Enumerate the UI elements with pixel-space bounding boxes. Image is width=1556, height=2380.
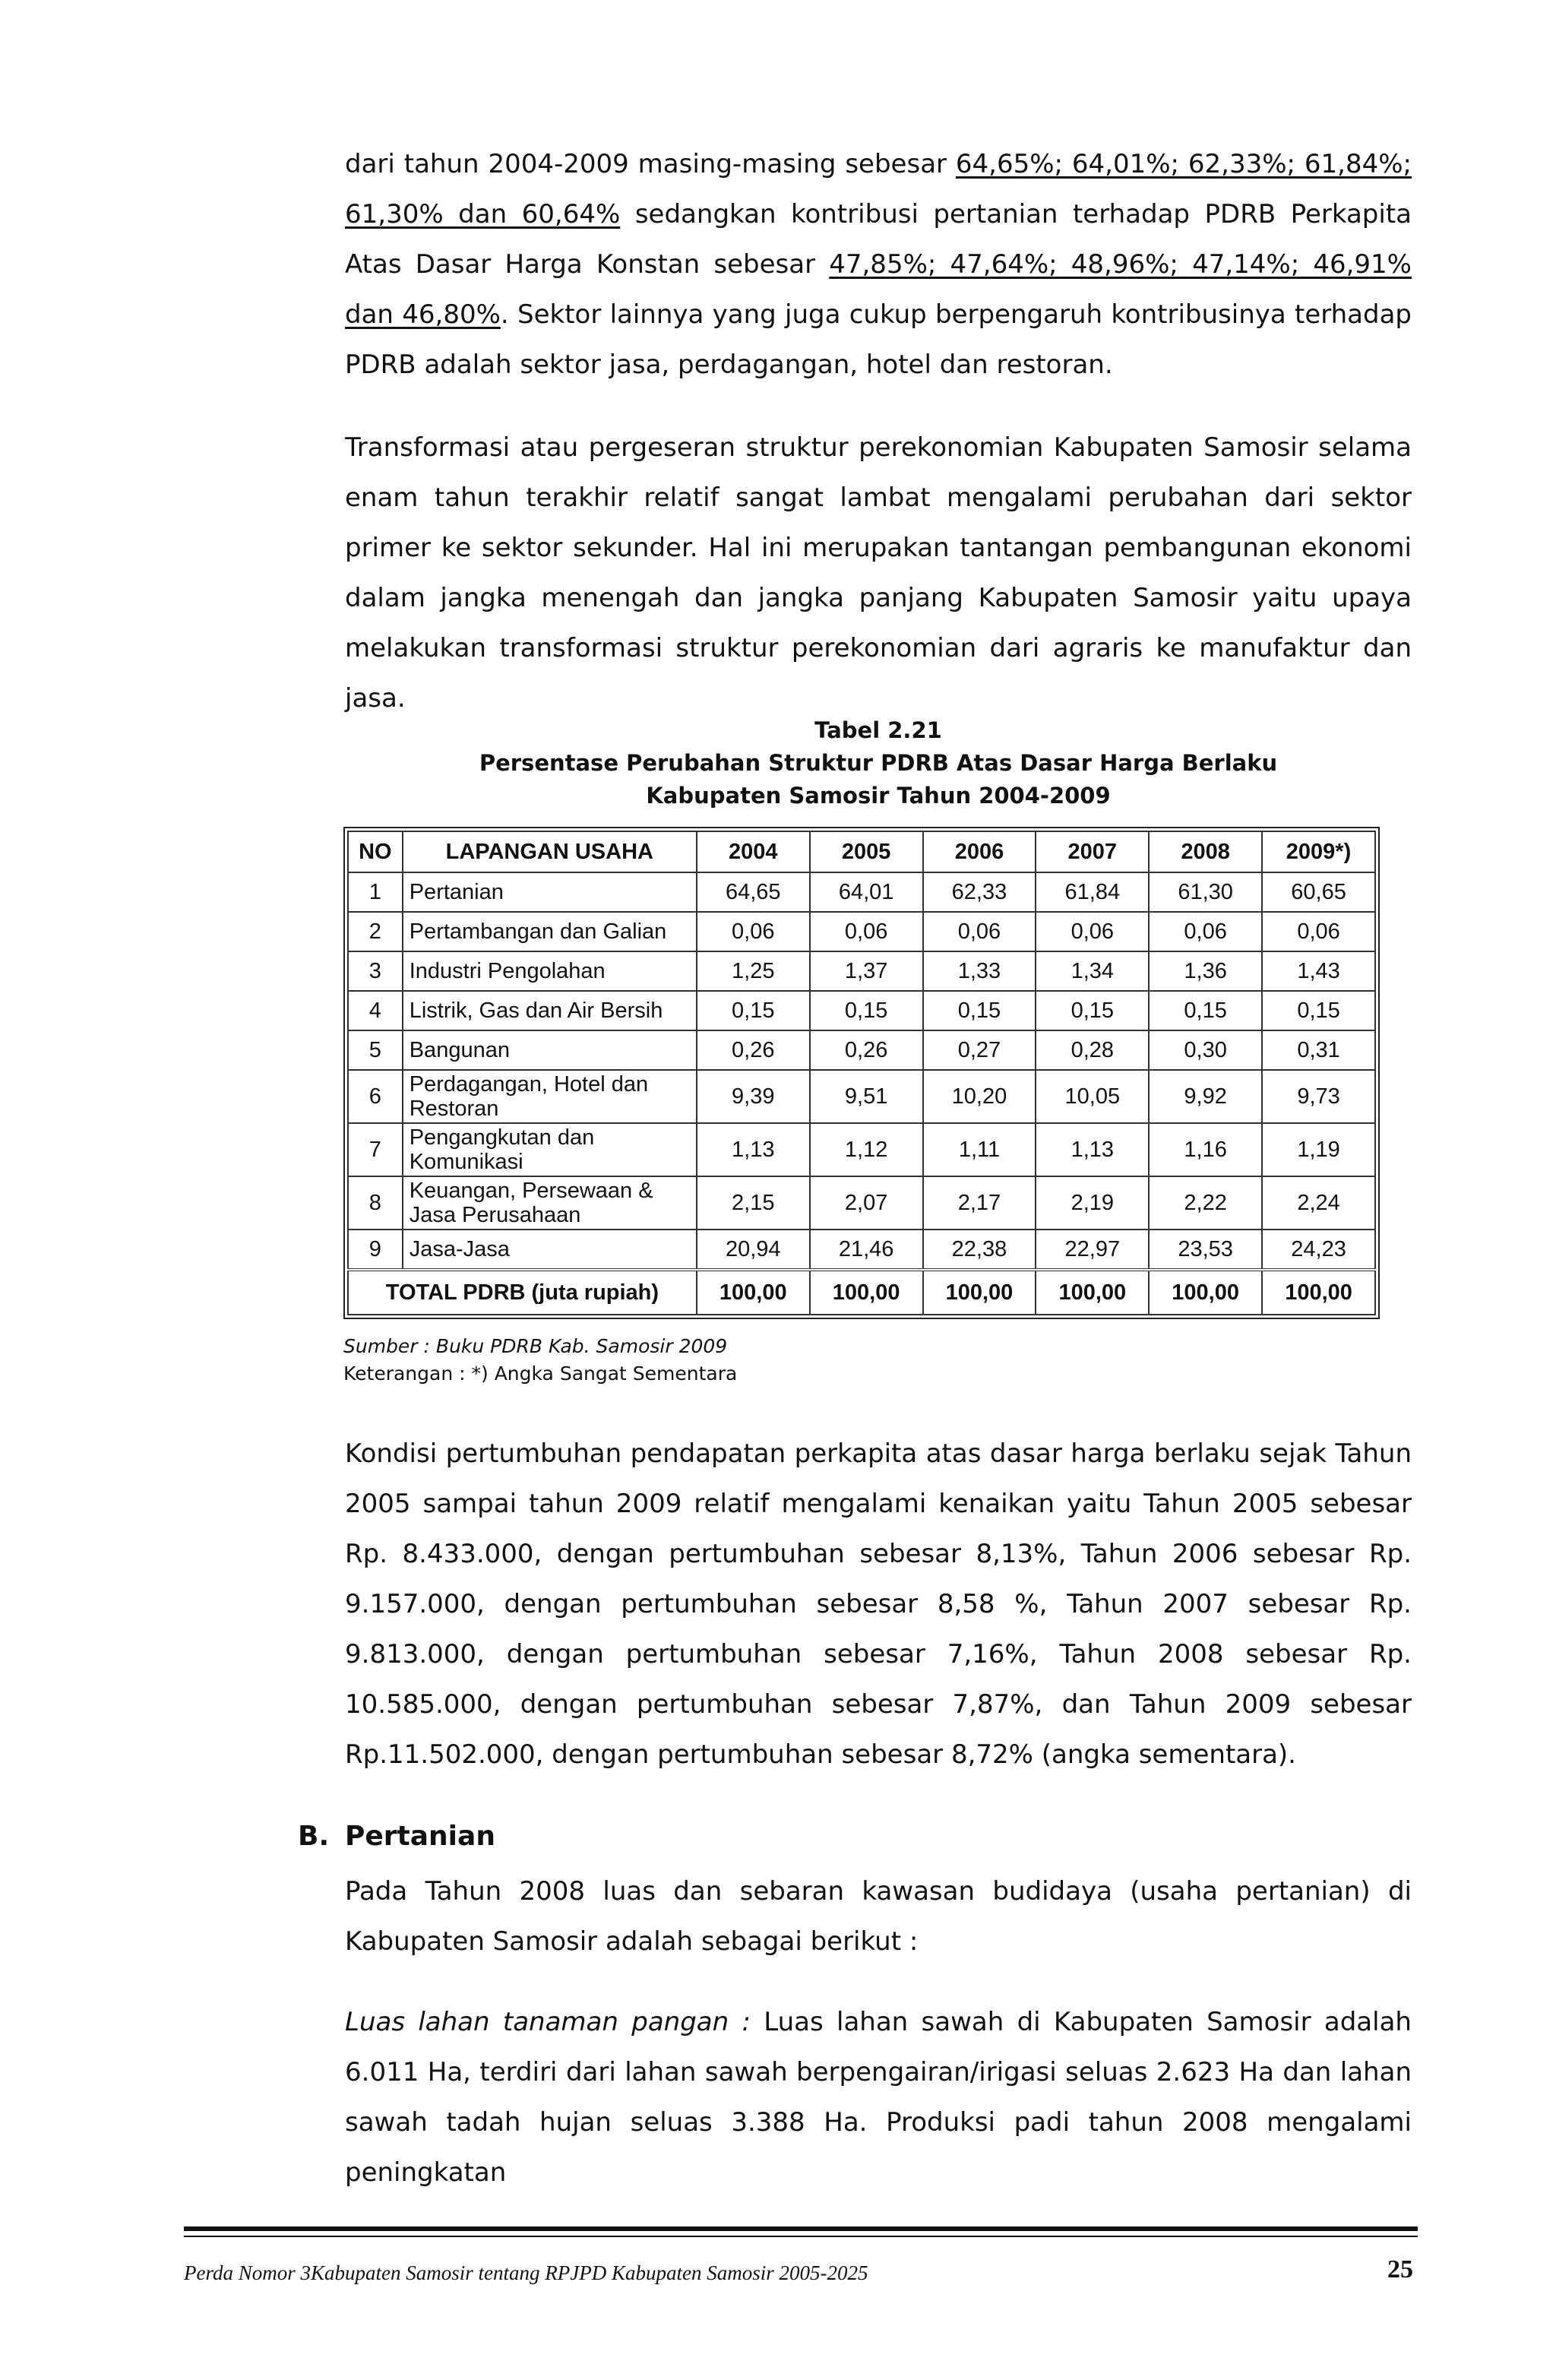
cell-2007: 0,15 bbox=[1036, 991, 1149, 1030]
row-sector: Keuangan, Persewaan & Jasa Perusahaan bbox=[403, 1176, 697, 1230]
table-row bbox=[348, 1030, 1375, 1070]
table-row bbox=[348, 1123, 1375, 1176]
row-number: 4 bbox=[348, 991, 403, 1030]
column-header-2007: 2007 bbox=[1036, 831, 1149, 872]
page-number: 25 bbox=[1387, 2255, 1413, 2283]
cell-2004: 0,26 bbox=[697, 1030, 810, 1070]
cell-2009: 60,65 bbox=[1262, 872, 1375, 912]
row-number: 1 bbox=[348, 872, 403, 912]
column-header-2008: 2008 bbox=[1149, 831, 1262, 872]
cell-2009: 0,06 bbox=[1262, 912, 1375, 951]
paragraph-food-crop-land bbox=[345, 1997, 1412, 2198]
table-row bbox=[348, 1070, 1375, 1123]
cell-2007: 0,28 bbox=[1036, 1030, 1149, 1070]
table-header-row bbox=[348, 831, 1375, 872]
row-sector: Jasa-Jasa bbox=[403, 1230, 697, 1270]
footer-document-title: Perda Nomor 3Kabupaten Samosir tentang RPJPD Kabupaten Samosir 2005-2025 bbox=[184, 2261, 868, 2284]
total-2005: 100,00 bbox=[810, 1270, 923, 1315]
cell-2006: 62,33 bbox=[923, 872, 1036, 912]
cell-2007: 61,84 bbox=[1036, 872, 1149, 912]
cell-2009: 24,23 bbox=[1262, 1230, 1375, 1270]
cell-2006: 22,38 bbox=[923, 1230, 1036, 1270]
cell-2009: 2,24 bbox=[1262, 1176, 1375, 1230]
row-sector: Pertanian bbox=[403, 872, 697, 912]
table-footnote: Keterangan : *) Angka Sangat Sementara bbox=[343, 1362, 738, 1385]
row-number: 9 bbox=[348, 1230, 403, 1270]
table-row bbox=[348, 912, 1375, 951]
cell-2008: 1,16 bbox=[1149, 1123, 1262, 1176]
paragraph-income-growth: Kondisi pertumbuhan pendapatan perkapita atas dasar harga berlaku sejak Tahun 2005 sampai tahun 2009 relatif mengalami kenaikan yaitu Tahun 2005 sebesar Rp. 8.433.000, dengan pertumbuhan sebesar 8,13%, Tahun 2006 sebesar Rp. 9.157.000, dengan pertumbuhan sebesar 8,58 %, Tahun 2007 sebesar Rp. 9.813.000, dengan pertumbuhan sebesar 7,16%, Tahun 2008 sebesar Rp. 10.585.000, dengan pertumbuhan sebesar 7,87%, dan Tahun 2009 sebesar Rp.11.502.000, dengan pertumbuhan sebesar 8,72% (angka sementara). bbox=[345, 1438, 1412, 1770]
table-notes bbox=[343, 1333, 737, 1388]
table-total-row bbox=[348, 1270, 1375, 1315]
cell-2006: 1,11 bbox=[923, 1123, 1036, 1176]
row-number: 3 bbox=[348, 951, 403, 991]
table-title: Persentase Perubahan Struktur PDRB Atas Dasar Harga Berlaku bbox=[479, 750, 1278, 776]
paragraph-text: sedangkan kontribusi pertanian terhadap PDRB Perkapita Atas Dasar Harga Konstan sebesar bbox=[345, 199, 1412, 280]
cell-2004: 1,13 bbox=[697, 1123, 810, 1176]
pdrb-table-frame bbox=[343, 827, 1380, 1319]
paragraph-text: . Sektor lainnya yang juga cukup berpengaruh kontribusinya terhadap PDRB adalah sektor jasa, perdagangan, hotel dan restoran. bbox=[345, 299, 1412, 380]
paragraph-lead-italic: Luas lahan tanaman pangan : bbox=[345, 2007, 751, 2037]
row-sector: Pengangkutan dan Komunikasi bbox=[403, 1123, 697, 1176]
table-row bbox=[348, 991, 1375, 1030]
cell-2005: 0,06 bbox=[810, 912, 923, 951]
cell-2006: 1,33 bbox=[923, 951, 1036, 991]
total-2008: 100,00 bbox=[1149, 1270, 1262, 1315]
total-2004: 100,00 bbox=[697, 1270, 810, 1315]
column-header-no: NO bbox=[348, 831, 403, 872]
column-header-2006: 2006 bbox=[923, 831, 1036, 872]
cell-2006: 0,15 bbox=[923, 991, 1036, 1030]
cell-2008: 2,22 bbox=[1149, 1176, 1262, 1230]
cell-2005: 1,37 bbox=[810, 951, 923, 991]
table-source: Sumber : Buku PDRB Kab. Samosir 2009 bbox=[343, 1335, 728, 1357]
pdrb-structure-table bbox=[347, 831, 1376, 1315]
footer-divider-thin bbox=[184, 2236, 1418, 2237]
table-row bbox=[348, 1176, 1375, 1230]
row-sector: Listrik, Gas dan Air Bersih bbox=[403, 991, 697, 1030]
cell-2009: 1,19 bbox=[1262, 1123, 1375, 1176]
cell-2008: 0,15 bbox=[1149, 991, 1262, 1030]
row-number: 2 bbox=[348, 912, 403, 951]
cell-2005: 0,15 bbox=[810, 991, 923, 1030]
underlined-percentages-current: 64,65%; 64,01%; 62,33%; 61,84%; 61,30% dan 60,64% bbox=[345, 149, 1412, 229]
table-caption bbox=[345, 714, 1412, 812]
column-header-2005: 2005 bbox=[810, 831, 923, 872]
cell-2008: 61,30 bbox=[1149, 872, 1262, 912]
cell-2008: 0,30 bbox=[1149, 1030, 1262, 1070]
cell-2004: 0,06 bbox=[697, 912, 810, 951]
table-row bbox=[348, 1230, 1375, 1270]
cell-2005: 64,01 bbox=[810, 872, 923, 912]
column-header-2004: 2004 bbox=[697, 831, 810, 872]
paragraph-agriculture-contribution bbox=[345, 139, 1412, 390]
cell-2007: 22,97 bbox=[1036, 1230, 1149, 1270]
cell-2009: 9,73 bbox=[1262, 1070, 1375, 1123]
cell-2007: 0,06 bbox=[1036, 912, 1149, 951]
total-2009: 100,00 bbox=[1262, 1270, 1375, 1315]
table-row bbox=[348, 872, 1375, 912]
row-sector: Perdagangan, Hotel dan Restoran bbox=[403, 1070, 697, 1123]
table-row bbox=[348, 951, 1375, 991]
cell-2008: 9,92 bbox=[1149, 1070, 1262, 1123]
cell-2007: 10,05 bbox=[1036, 1070, 1149, 1123]
cell-2005: 0,26 bbox=[810, 1030, 923, 1070]
cell-2009: 0,15 bbox=[1262, 991, 1375, 1030]
underlined-percentages-constant: 47,85%; 47,64%; 48,96%; 47,14%; 46,91% dan 46,80% bbox=[345, 249, 1412, 330]
footer-divider bbox=[184, 2227, 1418, 2231]
cell-2005: 1,12 bbox=[810, 1123, 923, 1176]
cell-2004: 0,15 bbox=[697, 991, 810, 1030]
cell-2005: 2,07 bbox=[810, 1176, 923, 1230]
cell-2008: 0,06 bbox=[1149, 912, 1262, 951]
total-2007: 100,00 bbox=[1036, 1270, 1149, 1315]
cell-2006: 10,20 bbox=[923, 1070, 1036, 1123]
cell-2004: 2,15 bbox=[697, 1176, 810, 1230]
total-2006: 100,00 bbox=[923, 1270, 1036, 1315]
row-number: 7 bbox=[348, 1123, 403, 1176]
cell-2006: 0,27 bbox=[923, 1030, 1036, 1070]
row-sector: Industri Pengolahan bbox=[403, 951, 697, 991]
cell-2008: 1,36 bbox=[1149, 951, 1262, 991]
row-sector: Bangunan bbox=[403, 1030, 697, 1070]
paragraph-text: Luas lahan sawah di Kabupaten Samosir adalah 6.011 Ha, terdiri dari lahan sawah berpengairan/irigasi seluas 2.623 Ha dan lahan sawah tadah hujan seluas 3.388 Ha. Produksi padi tahun 2008 mengalami peningkatan bbox=[345, 2007, 1412, 2188]
cell-2006: 2,17 bbox=[923, 1176, 1036, 1230]
section-number: B. bbox=[298, 1821, 330, 1852]
cell-2007: 1,13 bbox=[1036, 1123, 1149, 1176]
row-number: 6 bbox=[348, 1070, 403, 1123]
cell-2005: 9,51 bbox=[810, 1070, 923, 1123]
cell-2004: 64,65 bbox=[697, 872, 810, 912]
cell-2008: 23,53 bbox=[1149, 1230, 1262, 1270]
cell-2009: 0,31 bbox=[1262, 1030, 1375, 1070]
cell-2007: 1,34 bbox=[1036, 951, 1149, 991]
cell-2006: 0,06 bbox=[923, 912, 1036, 951]
table-number: Tabel 2.21 bbox=[814, 717, 942, 743]
paragraph-text: dari tahun 2004-2009 masing-masing sebesar bbox=[345, 149, 956, 179]
total-label: TOTAL PDRB (juta rupiah) bbox=[348, 1270, 697, 1315]
cell-2009: 1,43 bbox=[1262, 951, 1375, 991]
cell-2004: 1,25 bbox=[697, 951, 810, 991]
paragraph-land-intro: Pada Tahun 2008 luas dan sebaran kawasan budidaya (usaha pertanian) di Kabupaten Samosir adalah sebagai berikut : bbox=[345, 1876, 1412, 1957]
column-header-2009: 2009*) bbox=[1262, 831, 1375, 872]
row-number: 8 bbox=[348, 1176, 403, 1230]
cell-2004: 9,39 bbox=[697, 1070, 810, 1123]
section-heading bbox=[298, 1816, 495, 1857]
paragraph-transformation: Transformasi atau pergeseran struktur perekonomian Kabupaten Samosir selama enam tahun terakhir relatif sangat lambat mengalami perubahan dari sektor primer ke sektor sekunder. Hal ini merupakan tantangan pembangunan ekonomi dalam jangka menengah dan jangka panjang Kabupaten Samosir yaitu upaya melakukan transformasi struktur perekonomian dari agraris ke manufaktur dan jasa. bbox=[345, 432, 1412, 714]
section-title: Pertanian bbox=[345, 1821, 495, 1852]
cell-2004: 20,94 bbox=[697, 1230, 810, 1270]
table-subtitle: Kabupaten Samosir Tahun 2004-2009 bbox=[646, 783, 1111, 809]
cell-2005: 21,46 bbox=[810, 1230, 923, 1270]
row-number: 5 bbox=[348, 1030, 403, 1070]
column-header-sector: LAPANGAN USAHA bbox=[403, 831, 697, 872]
cell-2007: 2,19 bbox=[1036, 1176, 1149, 1230]
row-sector: Pertambangan dan Galian bbox=[403, 912, 697, 951]
